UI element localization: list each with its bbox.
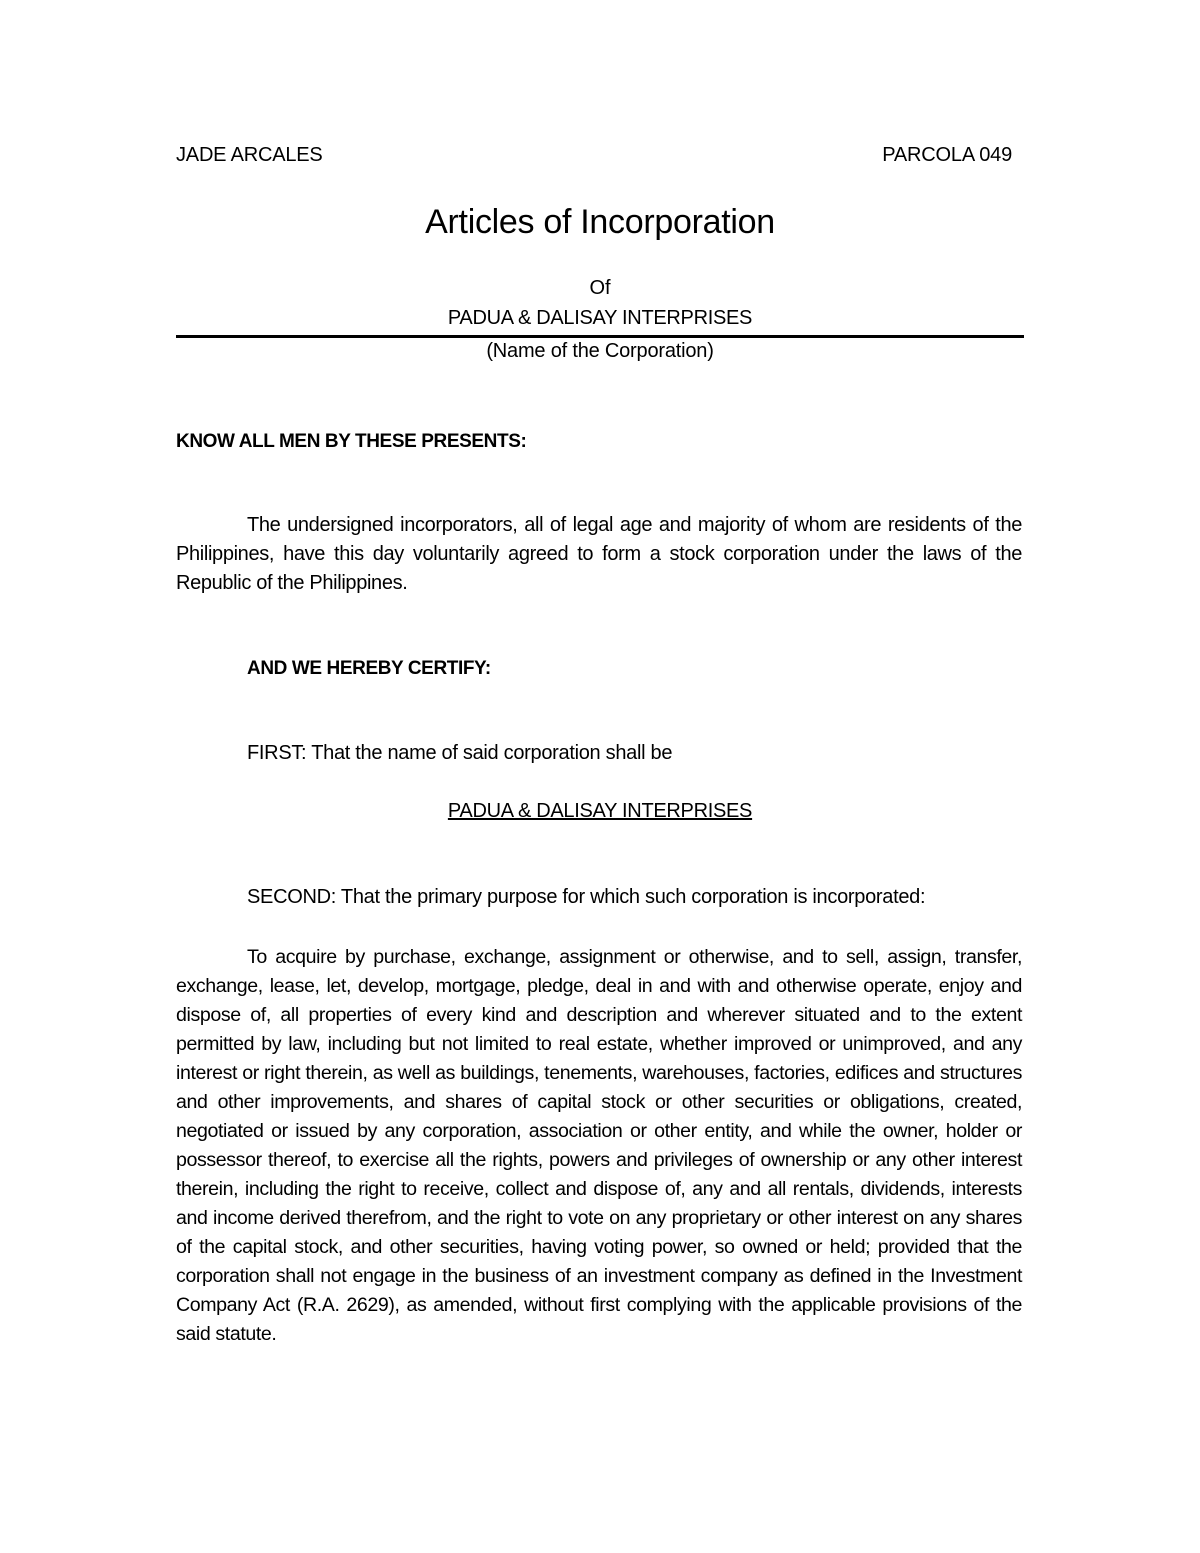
intro-paragraph-text: The undersigned incorporators, all of legal age and majority of whom are residents of the Philippines, have this day voluntarily agreed to form a stock corporation under the laws of the Republic of the Philippines. (176, 514, 1022, 594)
name-underline-rule (176, 335, 1024, 338)
corporation-name: PADUA & DALISAY INTERPRISES (447, 307, 753, 329)
purpose-paragraph-text: To acquire by purchase, exchange, assignment or otherwise, and to sell, assign, transfer, exchange, lease, let, develop, mortgage, pledge, deal in and with and otherwise operate, enjoy and dispose of, all properties of every kind and description and wherever situated and to the extent permitted by law, including but not limited to real estate, whether improved or unimproved, and any interest or right therein, as well as buildings, tenements, warehouses, factories, edifices and structures and other improvements, and shares of capital stock or other securities or obligations, created, negotiated or issued by any corporation, association or other entity, and while the owner, holder or possessor thereof, to exercise all the rights, powers and privileges of ownership or any other interest therein, including the right to receive, collect and dispose of, any and all rentals, dividends, interests and income derived therefrom, and the right to vote on any proprietary or other interest on any shares of the capital stock, and other securities, having voting power, so owned or held; provided that the corporation shall not engage in the business of an investment company as defined in the Investment Company Act (R.A. 2629), as amended, without first complying with the applicable provisions of the said statute. (176, 946, 1022, 1345)
of-label: Of (589, 277, 611, 299)
certify-heading: AND WE HEREBY CERTIFY: (247, 658, 491, 679)
author-code: PARCOLA 049 (882, 144, 1012, 166)
intro-paragraph (176, 511, 1022, 598)
corporation-name-caption: (Name of the Corporation) (486, 340, 714, 362)
second-clause: SECOND: That the primary purpose for which such corporation is incorporated: (247, 886, 926, 908)
document-title: Articles of Incorporation (425, 203, 775, 241)
first-clause-corporation-name: PADUA & DALISAY INTERPRISES (447, 800, 753, 822)
purpose-paragraph (176, 943, 1022, 1349)
know-all-heading: KNOW ALL MEN BY THESE PRESENTS: (176, 431, 527, 452)
first-clause: FIRST: That the name of said corporation shall be (247, 742, 673, 764)
author-name: JADE ARCALES (176, 144, 323, 166)
